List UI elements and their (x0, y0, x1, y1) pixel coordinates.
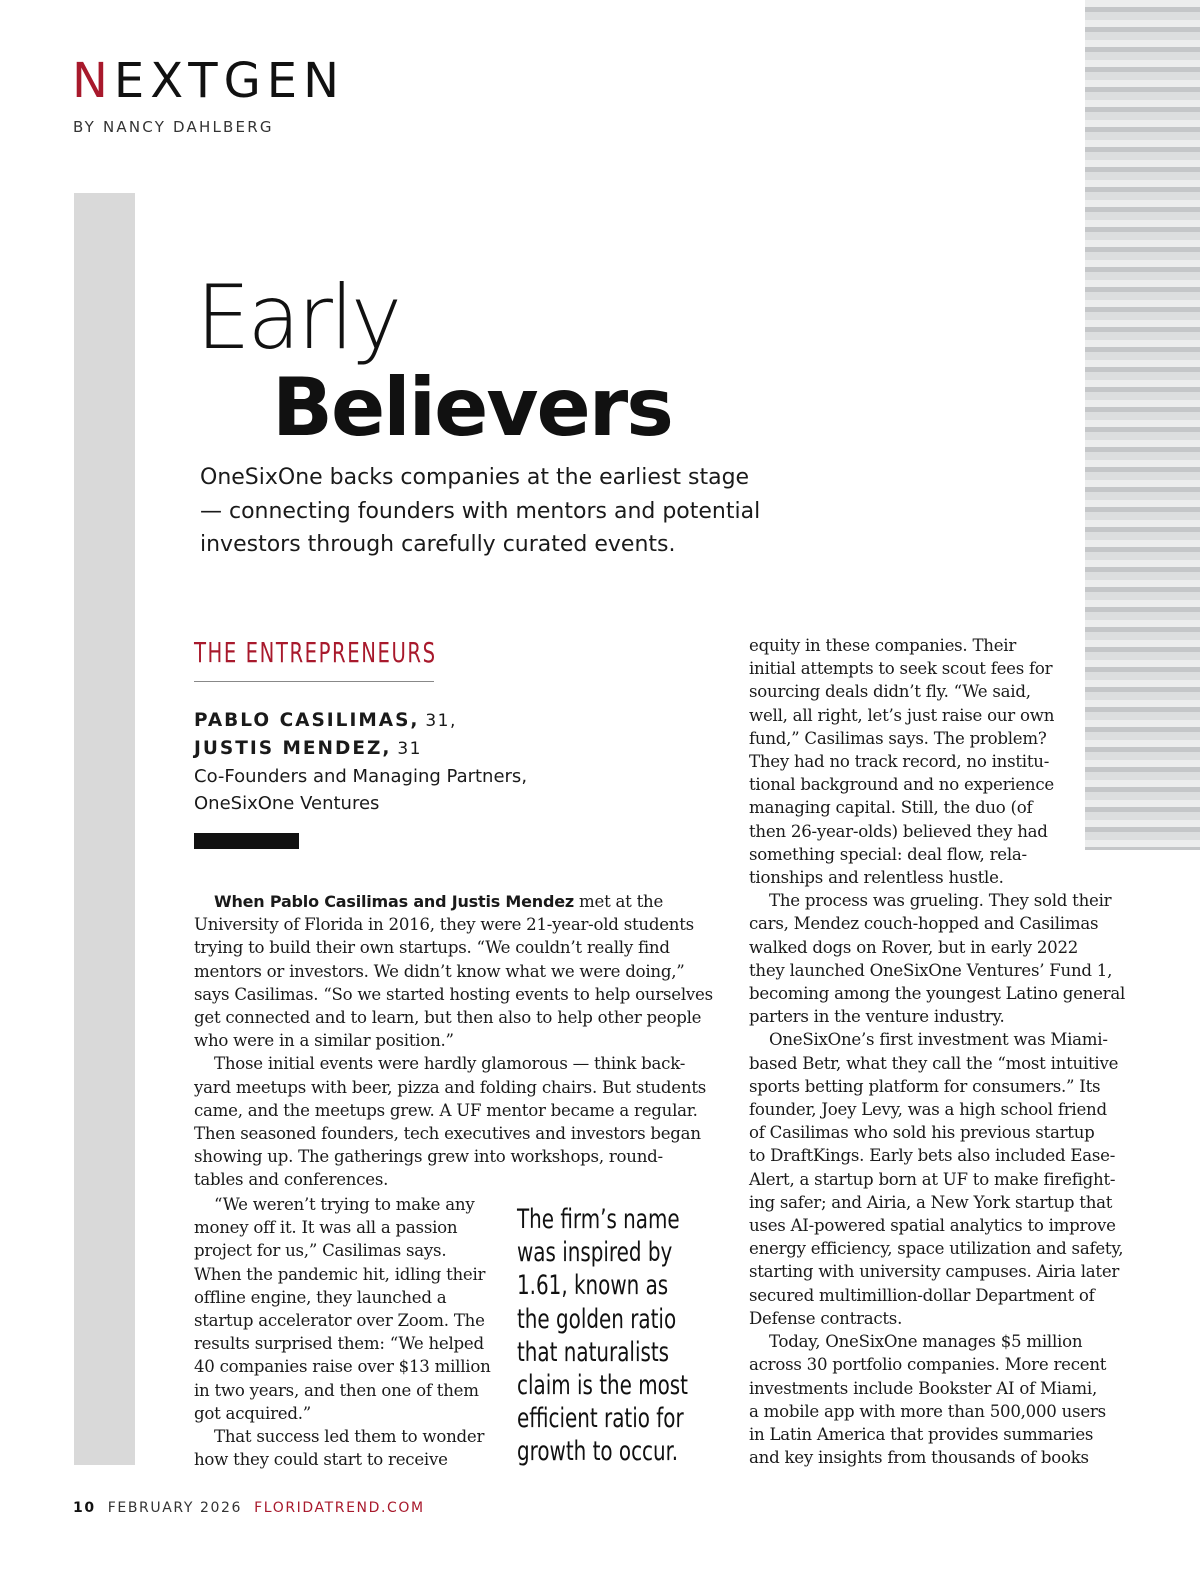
body-line: fund,” Casilimas says. The problem? (749, 728, 1047, 748)
body-line: money off it. It was all a passion (194, 1218, 458, 1238)
deck-line: — connecting founders with mentors and potential (200, 498, 761, 524)
deck-line: investors through carefully curated events. (200, 532, 676, 557)
body-line: tables and conferences. (194, 1170, 389, 1190)
body-line: get connected and to learn, but then also to help other people (194, 1008, 702, 1028)
body-line: becoming among the youngest Latino general (749, 984, 1126, 1004)
body-line: initial attempts to seek scout fees for (749, 659, 1053, 679)
body-line: well, all right, let’s just raise our own (749, 705, 1055, 725)
person-justis (194, 735, 614, 763)
body-line: and key insights from thousands of books (749, 1448, 1089, 1468)
body-line: based Betr, what they call the “most intuitive (749, 1053, 1119, 1073)
body-line: offline engine, they launched a (194, 1287, 447, 1307)
body-line: When the pandemic hit, idling their (194, 1264, 486, 1284)
entrepreneurs-block (194, 707, 614, 817)
body-line: parters in the venture industry. (749, 1007, 1005, 1027)
body-line: of Casilimas who sold his previous startup (749, 1123, 1095, 1143)
masthead-initial: N (72, 53, 114, 109)
body-line: sourcing deals didn’t fly. “We said, (749, 682, 1031, 702)
body-line: results surprised them: “We helped (194, 1334, 484, 1354)
body-line: They had no track record, no institu- (749, 752, 1050, 772)
body-text: met at the (574, 892, 664, 911)
headline-line-1: Early (196, 266, 400, 369)
body-line: to DraftKings. Early bets also included Ease- (749, 1146, 1116, 1166)
body-line: energy efficiency, space utilization and safety, (749, 1239, 1124, 1259)
deck-line: OneSixOne backs companies at the earliest stage (200, 465, 750, 490)
body-line: cars, Mendez couch-hopped and Casilimas (749, 914, 1099, 934)
body-line: startup accelerator over Zoom. The (194, 1311, 485, 1331)
body-line: says Casilimas. “So we started hosting events to help ourselves (194, 984, 713, 1004)
body-line: a mobile app with more than 500,000 users (749, 1401, 1106, 1421)
body-line: across 30 portfolio companies. More recent (749, 1355, 1107, 1375)
pull-quote-line: efficient ratio for (517, 1403, 684, 1435)
issue-date: FEBRUARY 2026 (107, 1500, 243, 1516)
body-line: The process was grueling. They sold their (769, 891, 1112, 911)
body-line: managing capital. Still, the duo (of (749, 798, 1033, 818)
body-line: University of Florida in 2016, they were 21-year-old students (194, 915, 694, 935)
body-line: showing up. The gatherings grew into workshops, round- (194, 1147, 663, 1167)
page-footer (73, 1500, 425, 1516)
pull-quote (517, 1203, 688, 1469)
person-name: PABLO CASILIMAS, (194, 710, 420, 731)
page-number: 10 (73, 1500, 96, 1516)
body-line: founder, Joey Levy, was a high school friend (749, 1100, 1107, 1120)
body-line: 40 companies raise over $13 million (194, 1357, 491, 1377)
section-masthead (72, 52, 345, 110)
body-line: tionships and relentless hustle. (749, 868, 1004, 888)
masthead-rest: EXTGEN (113, 53, 346, 109)
byline: BY NANCY DAHLBERG (73, 118, 274, 136)
body-line: “We weren’t trying to make any (214, 1195, 475, 1214)
body-line: Today, OneSixOne manages $5 million (769, 1332, 1083, 1352)
body-line: That success led them to wonder (214, 1427, 485, 1447)
body-line: who were in a similar position.” (194, 1031, 454, 1051)
body-line: tional background and no experience (749, 775, 1054, 795)
body-line: Those initial events were hardly glamorous — think back- (214, 1054, 686, 1074)
body-line: how they could start to receive (194, 1450, 448, 1470)
body-column-left-narrow (194, 1193, 494, 1471)
website-link[interactable]: FLORIDATREND.COM (254, 1500, 425, 1516)
body-line: yard meetups with beer, pizza and folding chairs. But students (194, 1077, 706, 1097)
body-line: secured multimillion-dollar Department of (749, 1285, 1095, 1305)
body-line: starting with university campuses. Airia later (749, 1262, 1120, 1282)
role-line: Co-Founders and Managing Partners, (194, 766, 528, 787)
body-line: walked dogs on Rover, but in early 2022 (749, 937, 1079, 957)
pull-quote-line: the golden ratio (517, 1303, 677, 1335)
pull-quote-line: claim is the most (517, 1370, 688, 1402)
section-label: THE ENTREPRENEURS (194, 636, 437, 669)
pull-quote-line: that naturalists (517, 1336, 670, 1368)
pull-quote-line: 1.61, known as (517, 1270, 669, 1302)
body-line: OneSixOne’s first investment was Miami- (769, 1030, 1108, 1050)
decorative-black-bar (194, 833, 299, 849)
body-line: uses AI-powered spatial analytics to improve (749, 1216, 1116, 1236)
body-line: Then seasoned founders, tech executives and investors began (194, 1124, 701, 1144)
body-line: Alert, a startup born at UF to make firefight- (749, 1169, 1116, 1189)
body-line: then 26-year-olds) believed they had (749, 821, 1048, 841)
body-line: came, and the meetups grew. A UF mentor became a regular. (194, 1100, 698, 1120)
person-age: 31, (425, 711, 457, 731)
person-age: 31 (397, 739, 422, 759)
pull-quote-line: was inspired by (517, 1237, 673, 1269)
body-line: investments include Bookster AI of Miami, (749, 1378, 1097, 1398)
body-line: Defense contracts. (749, 1308, 903, 1328)
body-line: sports betting platform for consumers.” Its (749, 1076, 1101, 1096)
body-line: project for us,” Casilimas says. (194, 1241, 447, 1261)
body-line: ing safer; and Airia, a New York startup that (749, 1192, 1113, 1212)
person-name: JUSTIS MENDEZ, (194, 738, 392, 759)
body-line: equity in these companies. Their (749, 636, 1017, 655)
body-column-left (194, 890, 714, 1192)
body-line: mentors or investors. We didn’t know what we were doing,” (194, 961, 685, 981)
lead-in: When Pablo Casilimas and Justis Mendez (214, 892, 575, 911)
body-line: in two years, and then one of them (194, 1380, 479, 1400)
body-line: got acquired.” (194, 1403, 311, 1423)
section-divider (194, 681, 434, 682)
body-line: trying to build their own startups. “We couldn’t really find (194, 938, 670, 958)
pull-quote-line: The firm’s name (517, 1204, 680, 1235)
decorative-gray-bar (74, 193, 135, 1465)
body-column-right (749, 634, 1129, 1469)
body-line (194, 890, 714, 913)
body-line: in Latin America that provides summaries (749, 1424, 1094, 1444)
headline-line-2: Believers (272, 361, 672, 454)
body-line: they launched OneSixOne Ventures’ Fund 1, (749, 960, 1113, 980)
deck (200, 461, 820, 562)
body-line: something special: deal flow, rela- (749, 844, 1027, 864)
pull-quote-line: growth to occur. (517, 1436, 679, 1468)
person-pablo (194, 707, 614, 735)
role-line: OneSixOne Ventures (194, 793, 380, 814)
